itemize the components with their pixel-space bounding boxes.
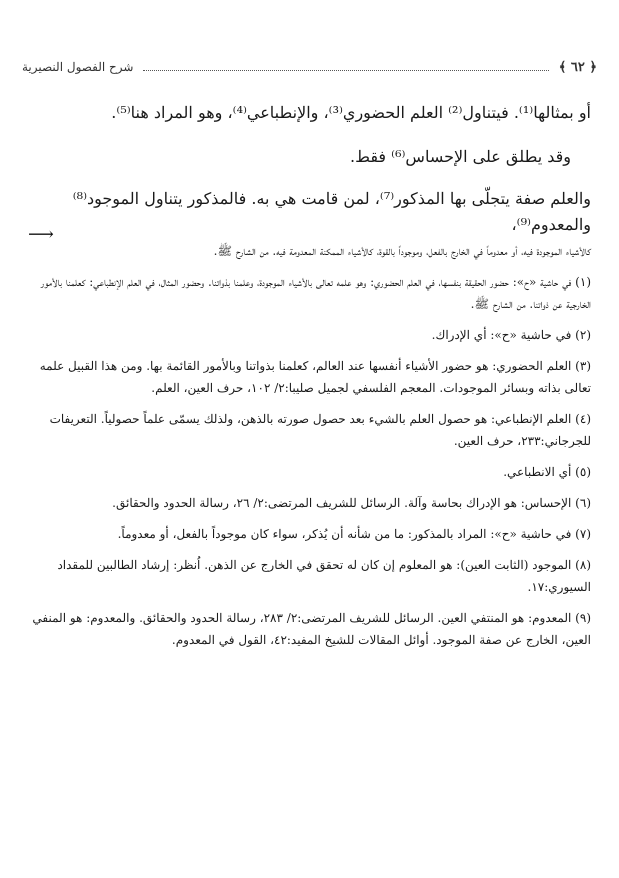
footnote-5: (٥) أي الانطباعي. — [503, 465, 591, 479]
main-line-2: وقد يطلق على الإحساس⁽⁶⁾ فقط. — [350, 147, 571, 166]
main-line-3: والعلم صفة يتجلّى بها المذكور⁽⁷⁾، لمن قامت هي به. فالمذكور يتناول الموجود⁽⁸⁾ والمعدوم⁽⁹⁾، — [72, 189, 591, 234]
main-line-1: أو بمثالها⁽¹⁾. فيتناول⁽²⁾ العلم الحضوري⁽³⁾، والإنطباعي⁽⁴⁾، وهو المراد هنا⁽⁵⁾. — [111, 103, 591, 122]
footnote-8: (٨) الموجود (الثابت العين): هو المعلوم إن كان له تحقق في الخارج عن الذهن. اُنظر: إرشاد الطالبين للمقداد السيوري:١٧. — [57, 558, 591, 594]
footnote-continuation: كالأشياء الموجودة فيه، أو معدوماً في الخارج بالفعل، وموجوداً بالقوة، كالأشياء الممكنة المعدومة فيه. من الشارح ﷺ. — [213, 244, 591, 258]
page-header — [22, 52, 597, 82]
footnote-2: (٢) في حاشية «ح»: أي الإدراك. — [431, 328, 591, 342]
footnote-3: (٣) العلم الحضوري: هو حضور الأشياء أنفسها عند العالم، كعلمنا بذواتنا وبالأمور القائمة بها. ومن هذا القبيل علمه تعالى بذاته وبسائر الموجودات. المعجم الفلسفي لجميل صليبا:٢/ ١٠٢، حرف العين، العلم. — [39, 359, 591, 395]
footnote-6: (٦) الإحساس: هو الإدراك بحاسة وآلة. الرسائل للشريف المرتضى:٢/ ٢٦، رسالة الحدود والحقائق. — [112, 496, 591, 510]
footnote-1: (١) في حاشية «ح»: حضور الحقيقة بنفسها، في العلم الحضوري: وهو علمه تعالى بالأشياء الموجودة، وعلمنا بذواتنا. وحضور المثال، في العلم الإنطباعي: كعلمنا بالأمور الخارجية عن ذواتنا. من الشارح ﷺ. — [40, 275, 591, 311]
header-dotted-rule — [143, 70, 548, 71]
footnote-4: (٤) العلم الإنطباعي: هو حصول العلم بالشيء بعد حصول صورته بالذهن، ولذلك يسمّى علماً حصولياً. التعريفات للجرجاني:٢٣٣، حرف العين. — [49, 412, 591, 448]
running-title: شرح الفصول النصيرية — [22, 60, 134, 74]
footnotes — [26, 240, 591, 660]
page-number: ﴿ ٦٢ ﴾ — [558, 59, 597, 75]
footnote-7: (٧) في حاشية «ح»: المراد بالمذكور: ما من شأنه أن يُذكر، سواء كان موجوداً بالفعل، أو معدوماً. — [117, 527, 591, 541]
continuation-arrow-icon: ⟶ — [28, 224, 54, 245]
footnote-9: (٩) المعدوم: هو المنتفي العين. الرسائل للشريف المرتضى:٢/ ٢٨٣، رسالة الحدود والحقائق. والمعدوم: هو المنفي العين، الخارج عن صفة الموجود. أوائل المقالات للشيخ المفيد:٤٢، القول في المعدوم. — [32, 611, 591, 647]
